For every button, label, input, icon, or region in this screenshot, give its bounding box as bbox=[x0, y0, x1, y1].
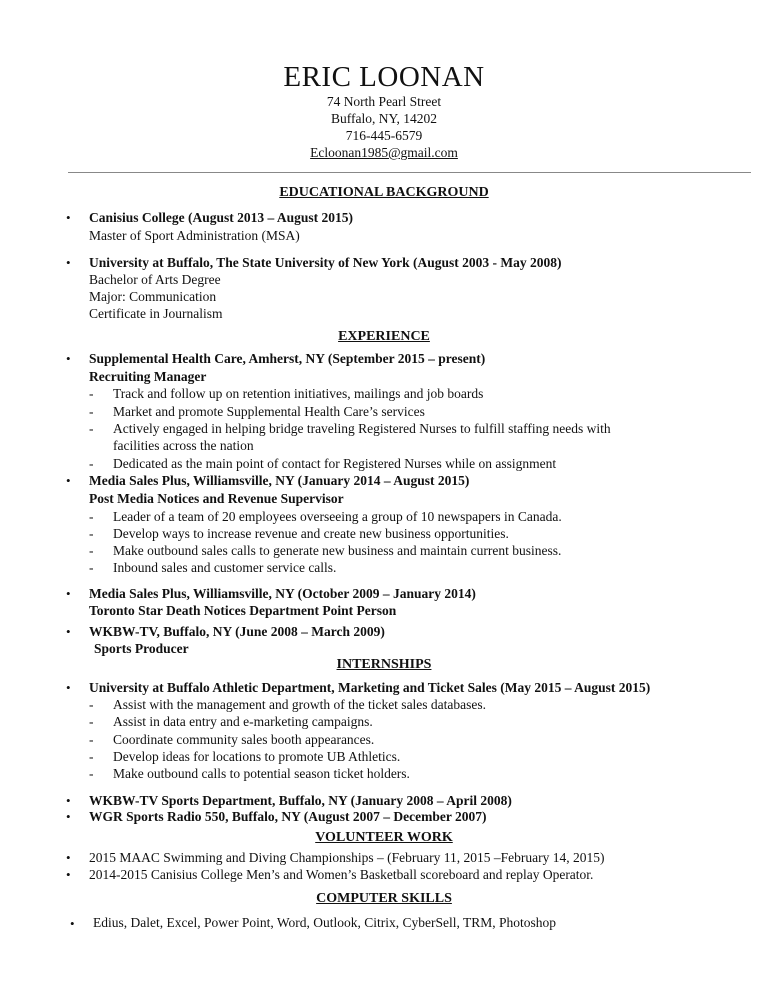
duty-item: Track and follow up on retention initiatives, mailings and job boards bbox=[113, 386, 484, 401]
dash-marker: - bbox=[89, 697, 94, 712]
address-line-2: Buffalo, NY, 14202 bbox=[330, 111, 437, 126]
bullet-icon: • bbox=[66, 473, 71, 488]
bullet-icon: • bbox=[66, 255, 71, 270]
dash-marker: - bbox=[89, 543, 94, 558]
experience-item-role: Recruiting Manager bbox=[89, 369, 207, 384]
dash-marker: - bbox=[89, 526, 94, 541]
duty-item: Develop ways to increase revenue and create new business opportunities. bbox=[113, 526, 509, 541]
experience-item-title: Media Sales Plus, Williamsville, NY (January 2014 – August 2015) bbox=[89, 473, 470, 488]
internship-item-title: WGR Sports Radio 550, Buffalo, NY (August 2007 – December 2007) bbox=[89, 809, 487, 824]
dash-marker: - bbox=[89, 456, 94, 471]
experience-heading: EXPERIENCE bbox=[338, 329, 430, 344]
dash-marker: - bbox=[89, 404, 94, 419]
header-divider bbox=[68, 172, 751, 173]
dash-marker: - bbox=[89, 386, 94, 401]
internship-item-title: University at Buffalo Athletic Department, Marketing and Ticket Sales (May 2015 – August 2015) bbox=[89, 680, 651, 695]
volunteer-item: 2014-2015 Canisius College Men’s and Women’s Basketball scoreboard and replay Operator. bbox=[89, 867, 594, 882]
bullet-icon: • bbox=[66, 793, 71, 808]
experience-item-title: Media Sales Plus, Williamsville, NY (October 2009 – January 2014) bbox=[89, 586, 476, 601]
dash-marker: - bbox=[89, 421, 94, 436]
volunteer-heading: VOLUNTEER WORK bbox=[315, 830, 453, 845]
dash-marker: - bbox=[89, 766, 94, 781]
experience-item-title: WKBW-TV, Buffalo, NY (June 2008 – March 2009) bbox=[89, 624, 385, 639]
experience-item-title: Supplemental Health Care, Amherst, NY (September 2015 – present) bbox=[89, 351, 486, 366]
dash-marker: - bbox=[89, 749, 94, 764]
duty-item: Make outbound sales calls to generate new business and maintain current business. bbox=[113, 543, 562, 558]
education-heading: EDUCATIONAL BACKGROUND bbox=[279, 185, 489, 200]
computer-skills-heading: COMPUTER SKILLS bbox=[316, 891, 452, 906]
bullet-icon: • bbox=[66, 809, 71, 824]
experience-item-role: Post Media Notices and Revenue Supervisor bbox=[89, 491, 344, 506]
bullet-icon: • bbox=[70, 916, 75, 931]
bullet-icon: • bbox=[66, 624, 71, 639]
dash-marker: - bbox=[89, 560, 94, 575]
email-link[interactable]: Ecloonan1985@gmail.com bbox=[310, 145, 458, 160]
bullet-icon: • bbox=[66, 210, 71, 225]
dash-marker: - bbox=[89, 714, 94, 729]
duty-item: Dedicated as the main point of contact for Registered Nurses while on assignment bbox=[113, 456, 557, 471]
duty-item: Market and promote Supplemental Health Care’s services bbox=[113, 404, 425, 419]
address-line-1: 74 North Pearl Street bbox=[326, 94, 442, 109]
duty-item: Assist in data entry and e-marketing campaigns. bbox=[113, 714, 373, 729]
duty-item: Develop ideas for locations to promote UB Athletics. bbox=[113, 749, 401, 764]
duty-item: Actively engaged in helping bridge traveling Registered Nurses to fulfill staffing needs with bbox=[113, 421, 611, 436]
duty-item: Leader of a team of 20 employees overseeing a group of 10 newspapers in Canada. bbox=[113, 509, 562, 524]
education-item-detail: Major: Communication bbox=[89, 289, 217, 304]
phone-number: 716-445-6579 bbox=[345, 128, 423, 143]
duty-item: Make outbound calls to potential season ticket holders. bbox=[113, 766, 410, 781]
duty-item: Coordinate community sales booth appearances. bbox=[113, 732, 375, 747]
education-item-detail: Bachelor of Arts Degree bbox=[89, 272, 221, 287]
education-item-detail: Master of Sport Administration (MSA) bbox=[89, 228, 300, 243]
internships-heading: INTERNSHIPS bbox=[336, 657, 432, 672]
education-item-title: Canisius College (August 2013 – August 2015) bbox=[89, 210, 354, 225]
bullet-icon: • bbox=[66, 586, 71, 601]
bullet-icon: • bbox=[66, 867, 71, 882]
bullet-icon: • bbox=[66, 850, 71, 865]
skills-list: Edius, Dalet, Excel, Power Point, Word, Outlook, Citrix, CyberSell, TRM, Photoshop bbox=[93, 915, 557, 930]
experience-item-role: Sports Producer bbox=[94, 641, 189, 656]
bullet-icon: • bbox=[66, 351, 71, 366]
internship-item-title: WKBW-TV Sports Department, Buffalo, NY (January 2008 – April 2008) bbox=[89, 793, 512, 808]
duty-item: Assist with the management and growth of the ticket sales databases. bbox=[113, 697, 487, 712]
dash-marker: - bbox=[89, 732, 94, 747]
candidate-name: ERIC LOONAN bbox=[283, 61, 485, 93]
bullet-icon: • bbox=[66, 680, 71, 695]
duty-item: Inbound sales and customer service calls. bbox=[113, 560, 337, 575]
dash-marker: - bbox=[89, 509, 94, 524]
email-address[interactable] bbox=[0, 145, 768, 161]
duty-item-continued: facilities across the nation bbox=[113, 438, 254, 453]
experience-item-role: Toronto Star Death Notices Department Point Person bbox=[89, 603, 397, 618]
education-item-detail: Certificate in Journalism bbox=[89, 306, 223, 321]
volunteer-item: 2015 MAAC Swimming and Diving Championships – (February 11, 2015 –February 14, 2015) bbox=[89, 850, 605, 865]
education-item-title: University at Buffalo, The State University of New York (August 2003 - May 2008) bbox=[89, 255, 562, 270]
